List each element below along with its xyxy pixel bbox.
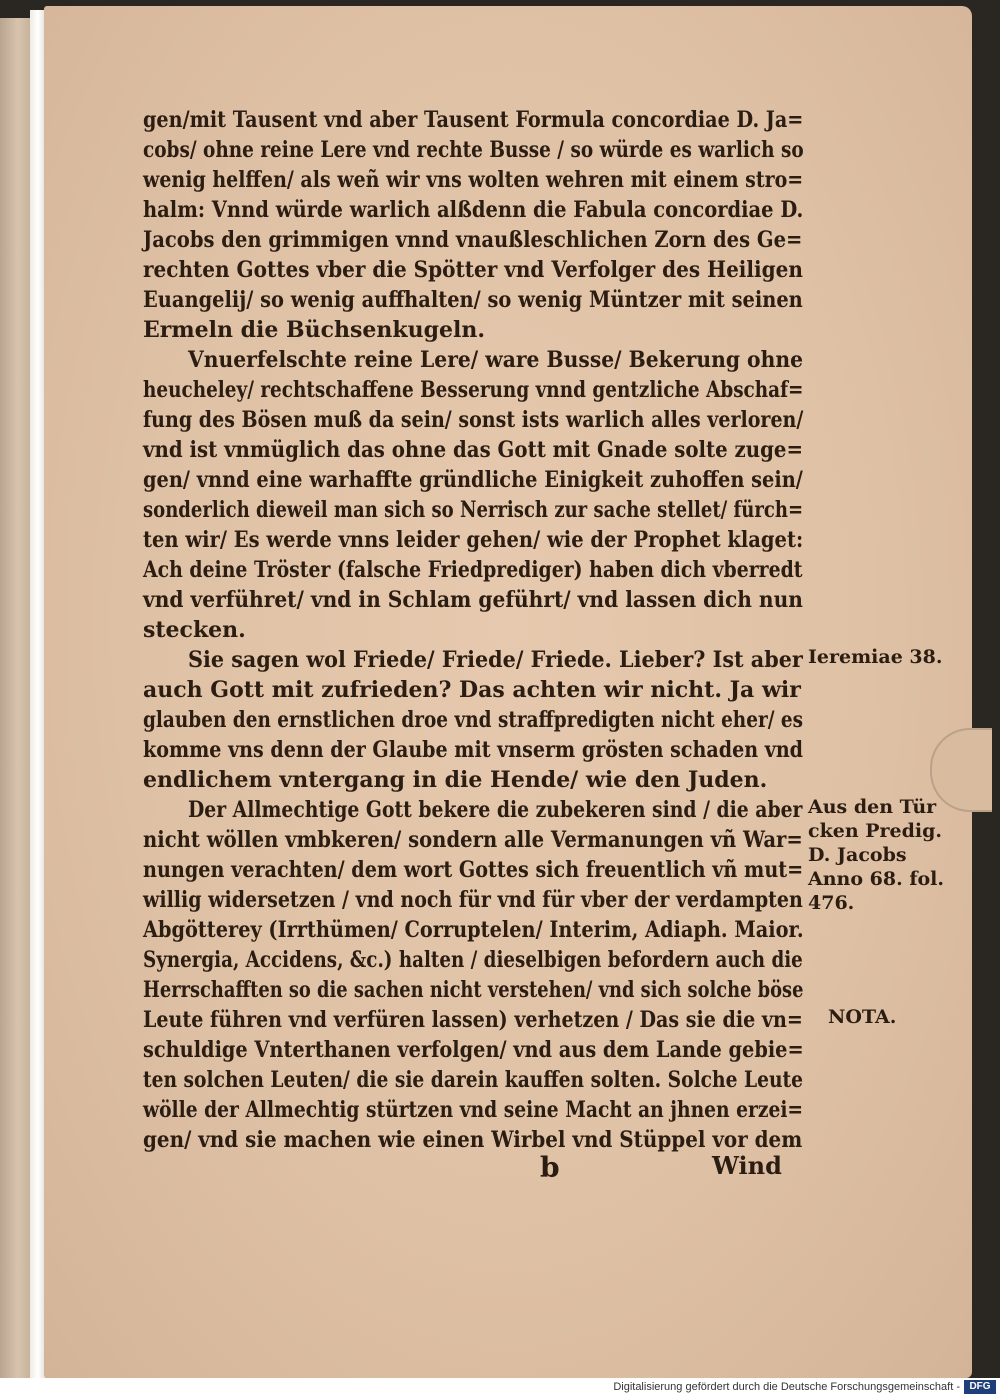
text-line: gen/ vnnd eine warhaffte gründliche Einigkeit zuhoffen sein/ xyxy=(143,467,803,493)
text-line: Sie sagen wol Friede/ Friede/ Friede. Lieber? Ist aber xyxy=(188,647,803,673)
text-line: heucheley/ rechtschaffene Besserung vnnd gentzliche Abschaf= xyxy=(143,377,804,403)
text-line: Abgötterey (Irrthümen/ Corruptelen/ Interim, Adiaph. Maior. xyxy=(143,917,804,943)
text-line: wenig helffen/ als weñ wir vns wolten wehren mit einem stro= xyxy=(143,167,804,193)
facing-page-edge xyxy=(0,18,30,1378)
text-line: Synergia, Accidens, &c.) halten / dieselbigen befordern auch die xyxy=(143,947,803,973)
marginal-note-sermon: Aus den Tür xyxy=(808,796,937,818)
funding-credit: Digitalisierung gefördert durch die Deutsche Forschungsgemeinschaft - xyxy=(613,1381,960,1393)
marginal-note-sermon: D. Jacobs xyxy=(808,844,907,866)
text-line: Euangelij/ so wenig auffhalten/ so wenig Müntzer mit seinen xyxy=(143,287,803,313)
text-line: nungen verachten/ dem wort Gottes sich freuentlich vñ mut= xyxy=(143,857,804,883)
text-line: Jacobs den grimmigen vnnd vnaußleschlichen Zorn des Ge= xyxy=(143,227,803,253)
marginal-note-nota: NOTA. xyxy=(828,1006,897,1028)
text-line: fung des Bösen muß da sein/ sonst ists warlich alles verloren/ xyxy=(143,407,804,433)
text-line: gen/mit Tausent vnd aber Tausent Formula concordiae D. Ja= xyxy=(143,107,804,133)
signature-mark: b xyxy=(540,1151,560,1184)
text-line: Vnuerfelschte reine Lere/ ware Busse/ Bekerung ohne xyxy=(188,347,803,373)
text-line: Ermeln die Büchsenkugeln. xyxy=(143,317,486,343)
text-line: auch Gott mit zufrieden? Das achten wir nicht. Ja wir xyxy=(143,677,801,703)
text-line: halm: Vnnd würde warlich alßdenn die Fabula concordiae D. xyxy=(143,197,804,223)
text-line: komme vns denn der Glaube mit vnserm grösten schaden vnd xyxy=(143,737,804,763)
text-line: gen/ vnd sie machen wie einen Wirbel vnd Stüppel vor dem xyxy=(143,1127,803,1153)
text-line: rechten Gottes vber die Spötter vnd Verfolger des Heiligen xyxy=(143,257,803,283)
text-line: ten solchen Leuten/ die sie darein kauffen solten. Solche Leute xyxy=(143,1067,803,1093)
marginal-note-sermon: cken Predig. xyxy=(808,820,943,842)
text-line: nicht wöllen vmbkeren/ sondern alle Vermanungen vñ War= xyxy=(143,827,803,853)
text-line: schuldige Vnterthanen verfolgen/ vnd aus dem Lande gebie= xyxy=(143,1037,804,1063)
text-line: ten wir/ Es werde vnns leider gehen/ wie der Prophet klaget: xyxy=(143,527,804,553)
marginal-note-sermon: 476. xyxy=(808,892,855,914)
text-line: Herrschafften so die sachen nicht verstehen/ vnd sich solche böse xyxy=(143,977,804,1003)
marginal-note-sermon: Anno 68. fol. xyxy=(808,868,945,890)
text-line: vnd ist vnmüglich das ohne das Gott mit Gnade solte zuge= xyxy=(143,437,804,463)
text-line: endlichem vntergang in die Hende/ wie den Juden. xyxy=(143,767,768,793)
dfg-logo: DFG xyxy=(964,1380,996,1394)
text-line: Ach deine Tröster (falsche Friedprediger) haben dich vberredt xyxy=(143,557,803,583)
marginal-note-jeremiah: Ieremiae 38. xyxy=(808,646,943,668)
text-line: stecken. xyxy=(143,617,246,643)
catchword: Wind xyxy=(712,1151,782,1180)
text-line: Leute führen vnd verfüren lassen) verhetzen / Das sie die vn= xyxy=(143,1007,803,1033)
text-line: sonderlich dieweil man sich so Nerrisch zur sache stellet/ fürch= xyxy=(143,497,804,523)
text-line: vnd verführet/ vnd in Schlam geführt/ vnd lassen dich nun xyxy=(143,587,803,613)
text-line: willig widersetzen / vnd noch für vnd für vber der verdampten xyxy=(143,887,803,913)
text-line: glauben den ernstlichen droe vnd straffpredigten nicht eher/ es xyxy=(143,707,804,733)
text-line: cobs/ ohne reine Lere vnd rechte Busse / so würde es warlich so xyxy=(143,137,804,163)
text-line: Der Allmechtige Gott bekere die zubekeren sind / die aber xyxy=(188,797,803,823)
text-line: wölle der Allmechtig stürtzen vnd seine Macht an jhnen erzei= xyxy=(143,1097,804,1123)
